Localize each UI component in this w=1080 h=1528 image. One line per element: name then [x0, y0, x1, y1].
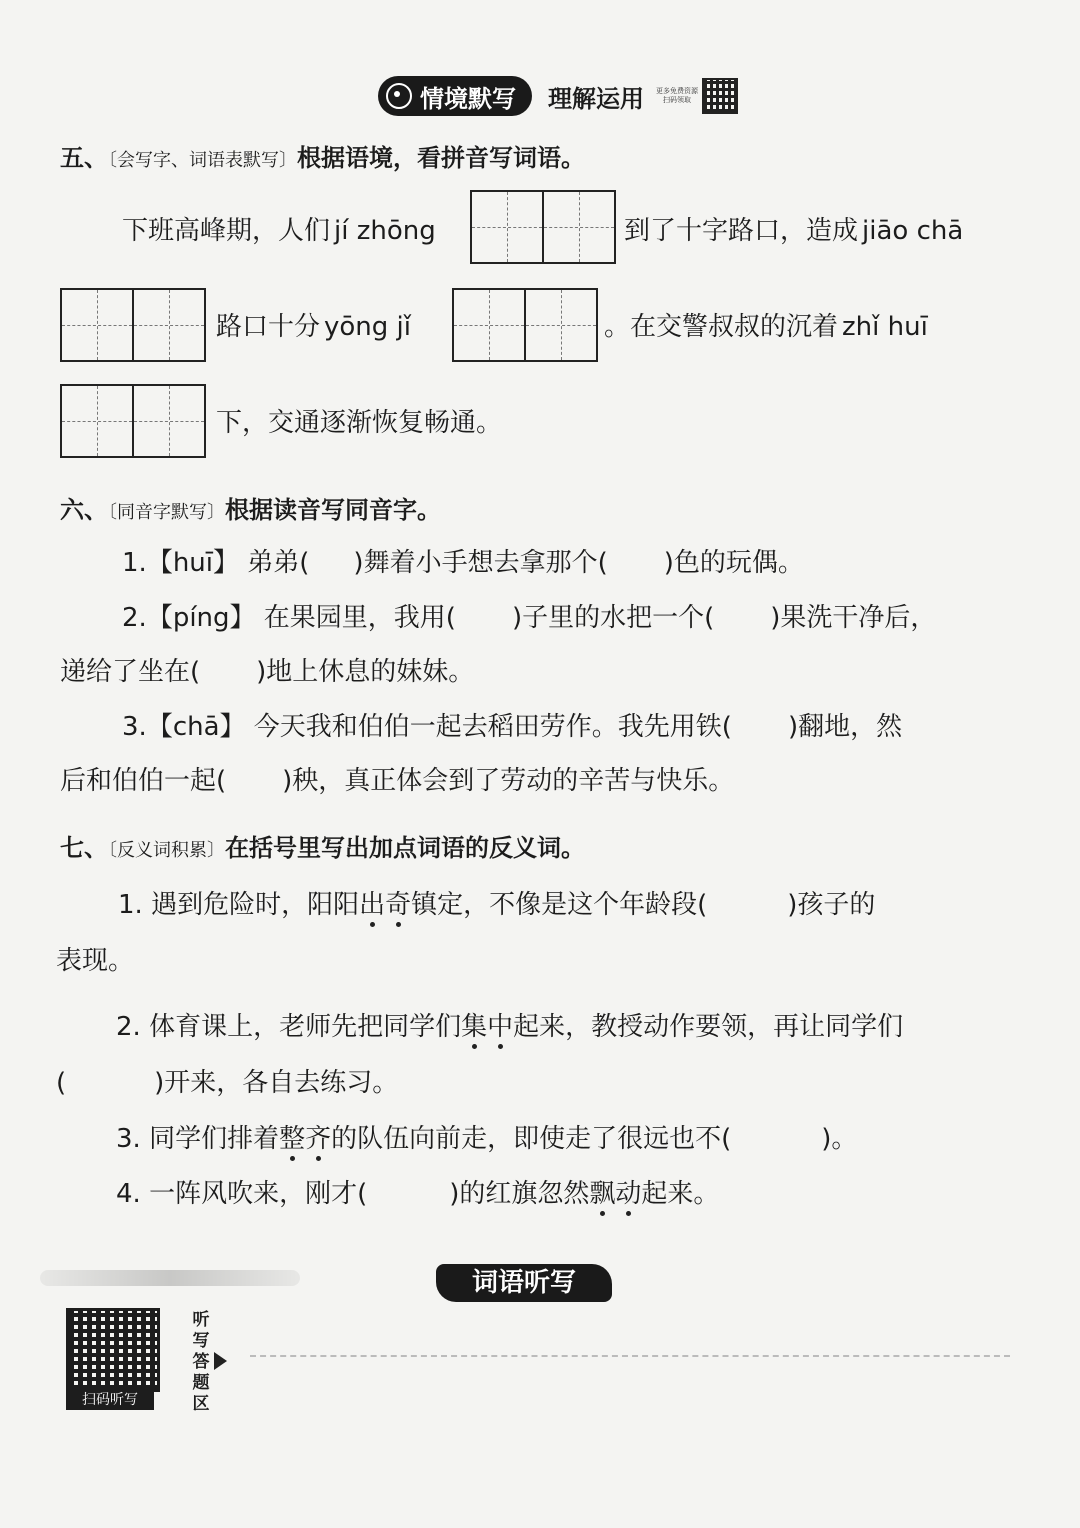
grid-cell[interactable]	[542, 192, 614, 262]
q-text: 弟弟(	[247, 548, 310, 578]
tab-understanding-usage[interactable]: 理解运用	[548, 84, 644, 113]
q-pinyin: 【chā】	[146, 712, 246, 742]
section6-tag: 〔同音字默写〕	[108, 502, 225, 523]
grid-cell[interactable]	[454, 290, 524, 360]
q-text: )秧，真正体会到了劳动的辛苦与快乐。	[282, 766, 735, 796]
q-number: 1.	[122, 548, 147, 578]
target-icon	[386, 83, 412, 109]
q-text: )子里的水把一个(	[511, 603, 715, 633]
q-pinyin: 【píng】	[146, 603, 256, 633]
pinyin-jiaocha: jiāo chā	[862, 216, 964, 246]
s6-q3-line2	[60, 760, 734, 797]
s6-q3-line1	[122, 706, 902, 743]
dotted-char: 集	[461, 1006, 487, 1043]
section5-number: 五、	[60, 144, 108, 172]
decorative-bar	[40, 1270, 300, 1286]
s7-q4	[116, 1173, 719, 1210]
s5-text2: 到了十字路口，造成	[624, 216, 859, 246]
section7-title	[60, 828, 585, 863]
dictation-answer-line[interactable]	[250, 1355, 1010, 1357]
promo-text	[656, 87, 698, 105]
q-text: )舞着小手想去拿那个(	[353, 548, 608, 578]
q-text: 在果园里，我用(	[263, 603, 456, 633]
grid-cell[interactable]	[62, 290, 132, 360]
s7-q1-line1	[118, 884, 875, 921]
q-text: 起来，教授动作要领，再让同学们	[513, 1012, 904, 1042]
s7-q1-line2: 表现。	[56, 946, 135, 976]
s5-line1-b	[624, 210, 967, 247]
arrow-right-icon	[214, 1352, 227, 1370]
section6-title	[60, 490, 441, 525]
pinyin-jizhong: jí zhōng	[334, 216, 436, 246]
qr-label: 扫码听写	[66, 1390, 154, 1410]
answer-grid-yongji[interactable]	[452, 288, 598, 362]
q-text: )孩子的	[787, 890, 876, 920]
section6-number: 六、	[60, 496, 108, 524]
grid-cell[interactable]	[62, 386, 132, 456]
dotted-char: 中	[487, 1006, 513, 1043]
dotted-char: 动	[615, 1173, 641, 1210]
q-text: 今天我和伯伯一起去稻田劳作。我先用铁(	[253, 712, 732, 742]
q-text: 递给了坐在(	[60, 657, 201, 687]
s7-q3	[116, 1118, 857, 1155]
q-text: 4. 一阵风吹来，刚才(	[116, 1179, 368, 1209]
qr-code-icon[interactable]	[66, 1308, 160, 1392]
q-text: )开来，各自去练习。	[154, 1068, 399, 1098]
grid-cell[interactable]	[132, 386, 204, 456]
s5-line2-a	[216, 306, 415, 343]
q-text: )的红旗忽然	[449, 1179, 590, 1209]
answer-area-label: 听写答题区	[192, 1310, 210, 1414]
pinyin-yongji: yōng jǐ	[324, 312, 412, 342]
grid-cell[interactable]	[132, 290, 204, 360]
q-pinyin: 【huī】	[146, 548, 239, 578]
s5-line2-b	[604, 306, 932, 343]
q-text: 3. 同学们排着	[116, 1124, 280, 1154]
q-text: 2. 体育课上，老师先把同学们	[116, 1012, 462, 1042]
s7-q2-line1	[116, 1006, 903, 1043]
q-text: )。	[821, 1124, 858, 1154]
section6-instruction: 根据读音写同音字。	[225, 496, 441, 524]
s6-q1	[122, 542, 804, 579]
dotted-char: 奇	[385, 884, 411, 921]
q-text: (	[56, 1068, 67, 1098]
section7-tag: 〔反义词积累〕	[108, 840, 225, 861]
q-text: 起来。	[641, 1179, 720, 1209]
section5-instruction: 根据语境，看拼音写词语。	[297, 144, 585, 172]
promo-line2: 扫码领取	[663, 96, 691, 104]
s6-q2-line1	[122, 597, 936, 634]
section5-title	[60, 138, 585, 173]
section7-instruction: 在括号里写出加点词语的反义词。	[225, 834, 585, 862]
s5-text4: 。在交警叔叔的沉着	[604, 312, 839, 342]
q-text: )果洗干净后，	[770, 603, 937, 633]
answer-grid-jizhong[interactable]	[470, 190, 616, 264]
s5-text1: 下班高峰期，人们	[122, 216, 331, 246]
qr-code-icon[interactable]	[702, 78, 738, 114]
answer-grid-zhihui[interactable]	[60, 384, 206, 458]
dotted-char: 飘	[589, 1173, 615, 1210]
grid-cell[interactable]	[472, 192, 542, 262]
pinyin-zhihui: zhǐ huī	[842, 312, 928, 342]
q-text: 1. 遇到危险时，阳阳	[118, 890, 360, 920]
q-text: )色的玩偶。	[663, 548, 804, 578]
s5-line1-a	[122, 210, 440, 247]
q-text: 后和伯伯一起(	[60, 766, 227, 796]
q-text: )地上休息的妹妹。	[256, 657, 475, 687]
dotted-char: 齐	[305, 1118, 331, 1155]
answer-grid-jiaocha[interactable]	[60, 288, 206, 362]
q-number: 3.	[122, 712, 147, 742]
q-text: 的队伍向前走，即使走了很远也不(	[331, 1124, 732, 1154]
tab-situational-dictation[interactable]	[378, 76, 532, 116]
header	[378, 76, 738, 116]
tab-active-label: 情境默写	[420, 84, 516, 113]
grid-cell[interactable]	[524, 290, 596, 360]
s5-line3: 下，交通逐渐恢复畅通。	[216, 408, 503, 438]
s5-text3: 路口十分	[216, 312, 321, 342]
section5-tag: 〔会写字、词语表默写〕	[108, 150, 297, 171]
q-text: 镇定，不像是这个年龄段(	[411, 890, 708, 920]
dictation-title: 词语听写	[436, 1264, 612, 1302]
s7-q2-line2	[56, 1062, 398, 1099]
q-number: 2.	[122, 603, 147, 633]
promo-line1: 更多免费资源	[656, 87, 698, 95]
q-text: )翻地，然	[787, 712, 903, 742]
dotted-char: 出	[359, 884, 385, 921]
section7-number: 七、	[60, 834, 108, 862]
dotted-char: 整	[279, 1118, 305, 1155]
s6-q2-line2	[60, 651, 474, 688]
